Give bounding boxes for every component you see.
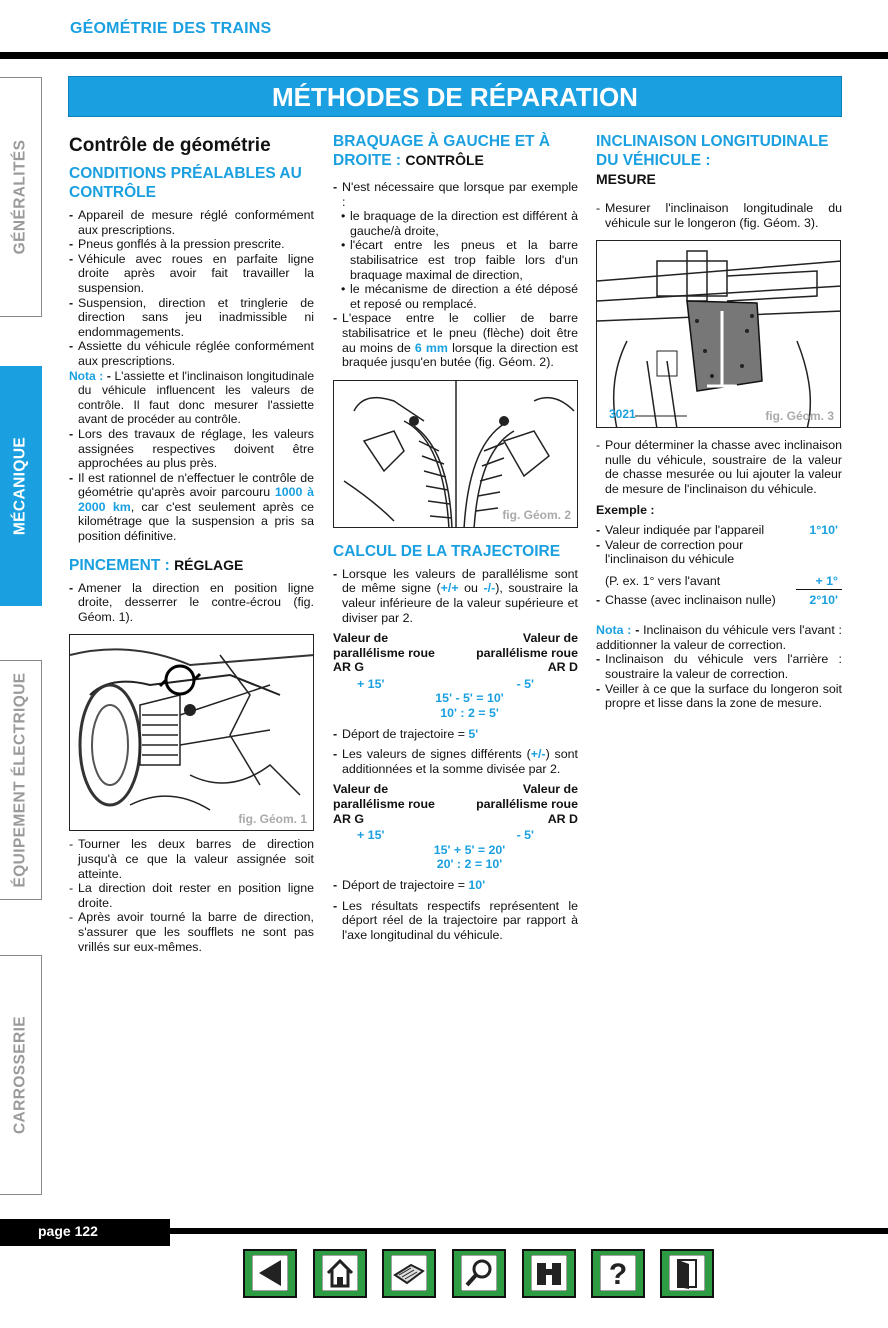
list-item: - Suspension, direction et tringlerie de direction sans jeu inadmissible ni endommagements.	[69, 295, 314, 339]
column-3	[596, 132, 842, 711]
tab-mecanique[interactable]: MÉCANIQUE	[0, 366, 42, 606]
calc-values: + 15' - 5'	[357, 828, 534, 843]
list-item: - Lors des travaux de réglage, les valeurs assignées respectives doivent être approchées au plus près.	[69, 426, 314, 471]
print-button[interactable]	[382, 1249, 436, 1298]
list-item: - Les résultats respectifs représentent le déport réel de la trajectoire par rapport à l'axe longitudinal du véhicule.	[333, 898, 578, 942]
exemple-row: - Valeur indiquée par l'appareil 1°10'	[596, 523, 838, 538]
binoculars-button[interactable]	[522, 1249, 576, 1298]
figure-geom-1	[69, 634, 314, 831]
exit-button[interactable]	[660, 1249, 714, 1298]
figure-caption: fig. Géom. 3	[765, 408, 834, 423]
search-icon	[461, 1255, 497, 1291]
stabilizer-clearance-illustration	[334, 381, 578, 528]
sub-item: • le mécanisme de direction a été déposé et reposé ou remplacé.	[341, 282, 578, 311]
print-icon	[391, 1255, 427, 1291]
list-item: - Appareil de mesure réglé conformément aux prescriptions.	[69, 208, 314, 237]
exemple-table	[596, 523, 842, 607]
exemple-row: l'inclinaison du véhicule	[605, 552, 735, 567]
list-item: - Amener la direction en position ligne droite, desserrer le contre-écrou (fig. Géom. 1).	[69, 580, 314, 624]
list-item: - Tourner les deux barres de direction jusqu'à ce que la valeur assignée soit atteinte.	[69, 837, 314, 881]
calc-table-header: Valeur de parallélisme roue AR G Valeur de parallélisme roue AR D	[333, 782, 578, 826]
nota-block: Nota : - L'assiette et l'inclinaison longitudinale du véhicule influencent les valeurs de contrôle. Il faut donc mesurer l'assiette avant de procéder au contrôle.	[69, 368, 314, 427]
figure-caption: fig. Géom. 2	[502, 508, 571, 523]
column-2	[333, 132, 578, 942]
deport-result: - Déport de trajectoire = 5'	[333, 726, 479, 741]
help-button[interactable]	[591, 1249, 645, 1298]
calc-line: 15' + 5' = 20'	[433, 842, 506, 857]
list-item: - L'espace entre le collier de barre stabilisatrice et le pneu (flèche) doit être au moins de 6 mm lorsque la direction est braquée jusqu'en butée (fig. Géom. 2).	[333, 311, 578, 370]
heading-calcul: CALCUL DE LA TRAJECTOIRE	[333, 542, 561, 560]
page-number: page 122	[0, 1219, 170, 1246]
list-item: - Pour déterminer la chasse avec inclinaison nulle du véhicule, soustraire de la valeur de chasse mesurée ou lui ajouter la valeur de mesure de l'inclinaison du véhicule.	[596, 438, 842, 496]
home-icon	[322, 1255, 358, 1291]
list-item: - Véhicule avec roues en parfaite ligne droite après avoir fait travailler la suspension.	[69, 251, 314, 295]
sub-item: • l'écart entre les pneus et la barre stabilisatrice est trop faible lors d'un braquage maximal de direction,	[341, 238, 578, 282]
binoculars-icon	[531, 1255, 567, 1291]
calc-values: + 15' - 5'	[357, 676, 534, 691]
tab-carrosserie[interactable]: CARROSSERIE	[0, 955, 42, 1195]
list-item: - Les valeurs de signes différents (+/-) sont additionnées et la somme divisée par 2.	[333, 747, 578, 776]
exemple-row: - Valeur de correction pour	[596, 537, 744, 552]
back-icon	[252, 1255, 288, 1291]
home-button[interactable]	[313, 1249, 367, 1298]
svg-text:?: ?	[608, 1258, 628, 1291]
page-banner: MÉTHODES DE RÉPARATION	[68, 76, 842, 117]
inclinometer-illustration	[597, 241, 841, 428]
exemple-label: Exemple :	[596, 502, 655, 517]
column-1	[69, 132, 314, 954]
list-item: - N'est nécessaire que lorsque par exemple :	[333, 180, 578, 209]
section-title: GÉOMÉTRIE DES TRAINS	[70, 20, 272, 37]
main-heading: Contrôle de géométrie	[69, 135, 271, 156]
calc-table-header: Valeur de parallélisme roue AR G Valeur de parallélisme roue AR D	[333, 631, 578, 675]
tab-equipement-electrique[interactable]: ÉQUIPEMENT ÉLECTRIQUE	[0, 660, 42, 900]
list-item: - Mesurer l'inclinaison longitudinale du véhicule sur le longeron (fig. Géom. 3).	[596, 201, 842, 230]
steering-linkage-illustration	[70, 635, 314, 831]
list-item: - La direction doit rester en position ligne droite.	[69, 881, 314, 910]
heading-braquage: BRAQUAGE À GAUCHE ET À DROITE : CONTRÔLE	[333, 133, 551, 169]
help-icon	[600, 1255, 636, 1291]
calc-line: 15' - 5' = 10'	[435, 691, 504, 706]
list-item: - Pneus gonflés à la pression prescrite.	[69, 237, 285, 252]
heading-inclinaison: INCLINAISON LONGITUDINALE DU VÉHICULE : MESURE	[596, 133, 829, 187]
calc-line: 10' : 2 = 5'	[440, 706, 499, 721]
exemple-row: (P. ex. 1° vers l'avant + 1°	[605, 573, 838, 588]
figure-geom-3	[596, 240, 841, 428]
heading-pincement: PINCEMENT : RÉGLAGE	[69, 556, 244, 574]
nota-block: Nota : - Inclinaison du véhicule vers l'avant : additionner la valeur de correction.	[596, 623, 842, 652]
tab-generalites[interactable]: GÉNÉRALITÉS	[0, 77, 42, 317]
calc-line: 20' : 2 = 10'	[436, 857, 503, 872]
list-item: - Lorsque les valeurs de parallélisme sont de même signe (+/+ ou -/-), soustraire la valeur inférieure de la valeur supérieure et diviser par 2.	[333, 566, 578, 625]
list-item: - Après avoir tourné la barre de direction, s'assurer que les soufflets ne sont pas vrillés sur eux-mêmes.	[69, 910, 314, 954]
figure-geom-2	[333, 380, 578, 528]
tool-number: 3021	[609, 406, 636, 421]
deport-result: - Déport de trajectoire = 10'	[333, 878, 486, 892]
list-item: - Inclinaison du véhicule vers l'arrière : soustraire la valeur de correction.	[596, 652, 842, 681]
exit-icon	[669, 1255, 705, 1291]
header-rule	[0, 52, 888, 59]
search-button[interactable]	[452, 1249, 506, 1298]
figure-caption: fig. Géom. 1	[238, 811, 307, 826]
list-item: - Assiette du véhicule réglée conformément aux prescriptions.	[69, 339, 314, 368]
exemple-row: - Chasse (avec inclinaison nulle) 2°10'	[596, 592, 838, 607]
list-item: - Il est rationnel de n'effectuer le contrôle de géométrie qu'après avoir parcouru 1000 à 2000 km, car c'est seulement après ce kilométrage que la suspension a pris sa position définitive.	[69, 470, 315, 544]
heading-conditions: CONDITIONS PRÉALABLES AU CONTRÔLE	[69, 165, 302, 201]
list-item: - Veiller à ce que la surface du longeron soit propre et lisse dans la zone de mesure.	[596, 681, 842, 711]
sub-item: • le braquage de la direction est différent à gauche/à droite,	[341, 209, 578, 238]
back-button[interactable]	[243, 1249, 297, 1298]
